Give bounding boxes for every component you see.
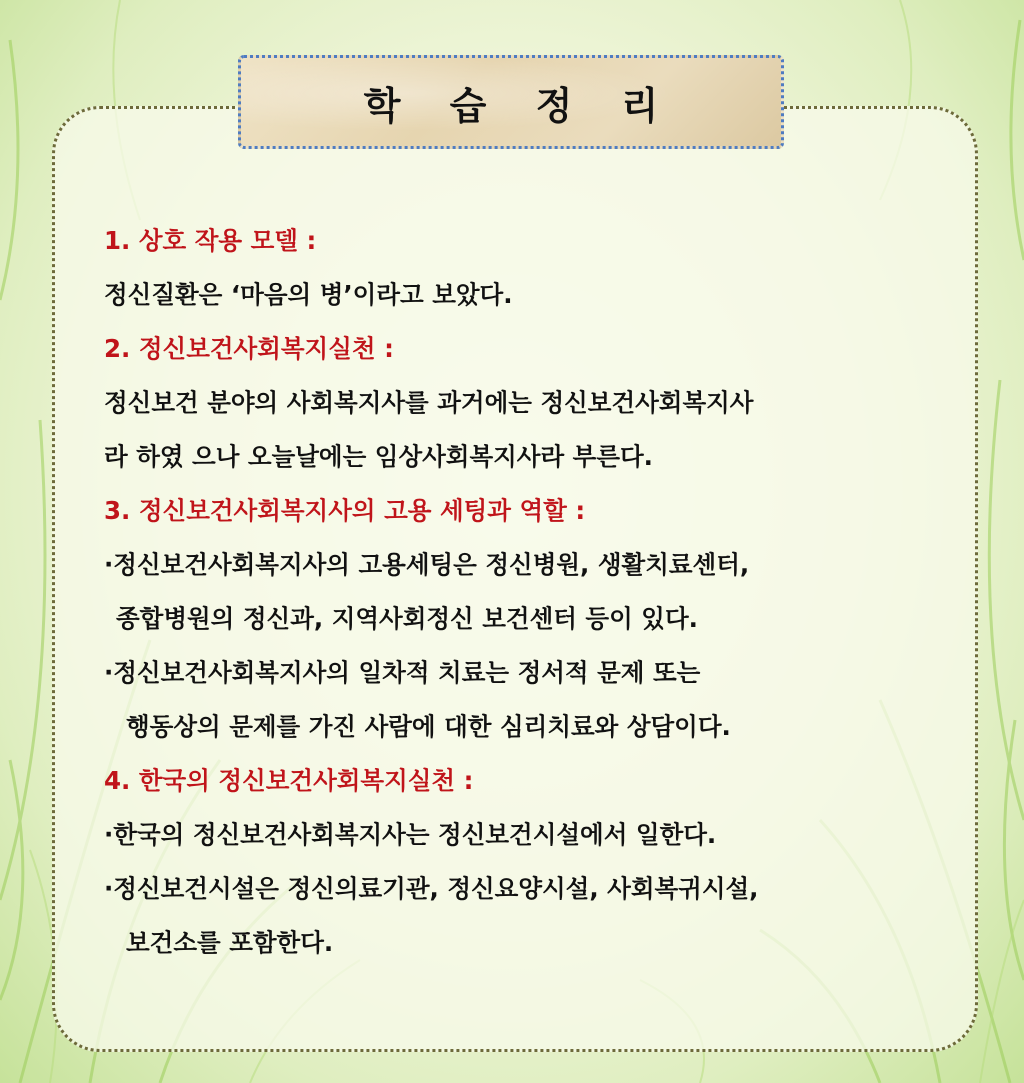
section-text: 라 하였 으나 오늘날에는 임상사회복지사라 부른다. — [104, 442, 653, 471]
bullet-text: ·정신보건사회복지사의 일차적 치료는 정서적 문제 또는 — [104, 658, 701, 687]
bullet-continuation: 행동상의 문제를 가진 사람에 대한 심리치료와 상담이다. — [126, 712, 731, 741]
section-text: 정신질환은 ‘마음의 병’이라고 보았다. — [104, 280, 513, 309]
summary-content — [104, 214, 944, 970]
section-heading-mental-health-practice: 2. 정신보건사회복지실천 : — [104, 334, 394, 363]
bullet-continuation: 종합병원의 정신과, 지역사회정신 보건센터 등이 있다. — [116, 604, 698, 633]
section-heading-employment-setting: 3. 정신보건사회복지사의 고용 세팅과 역할 : — [104, 496, 586, 525]
page-title: 학 습 정 리 — [363, 83, 677, 128]
bullet-text: ·정신보건시설은 정신의료기관, 정신요양시설, 사회복귀시설, — [104, 874, 759, 903]
section-text: 정신보건 분야의 사회복지사를 과거에는 정신보건사회복지사 — [104, 388, 754, 417]
section-heading-interaction-model: 1. 상호 작용 모델 : — [104, 226, 317, 255]
section-heading-korea-practice: 4. 한국의 정신보건사회복지실천 : — [104, 766, 474, 795]
bullet-text: ·정신보건사회복지사의 고용세팅은 정신병원, 생활치료센터, — [104, 550, 750, 579]
bullet-continuation: 보건소를 포함한다. — [126, 928, 334, 957]
bullet-text: ·한국의 정신보건사회복지사는 정신보건시설에서 일한다. — [104, 820, 717, 849]
title-banner — [238, 55, 784, 149]
